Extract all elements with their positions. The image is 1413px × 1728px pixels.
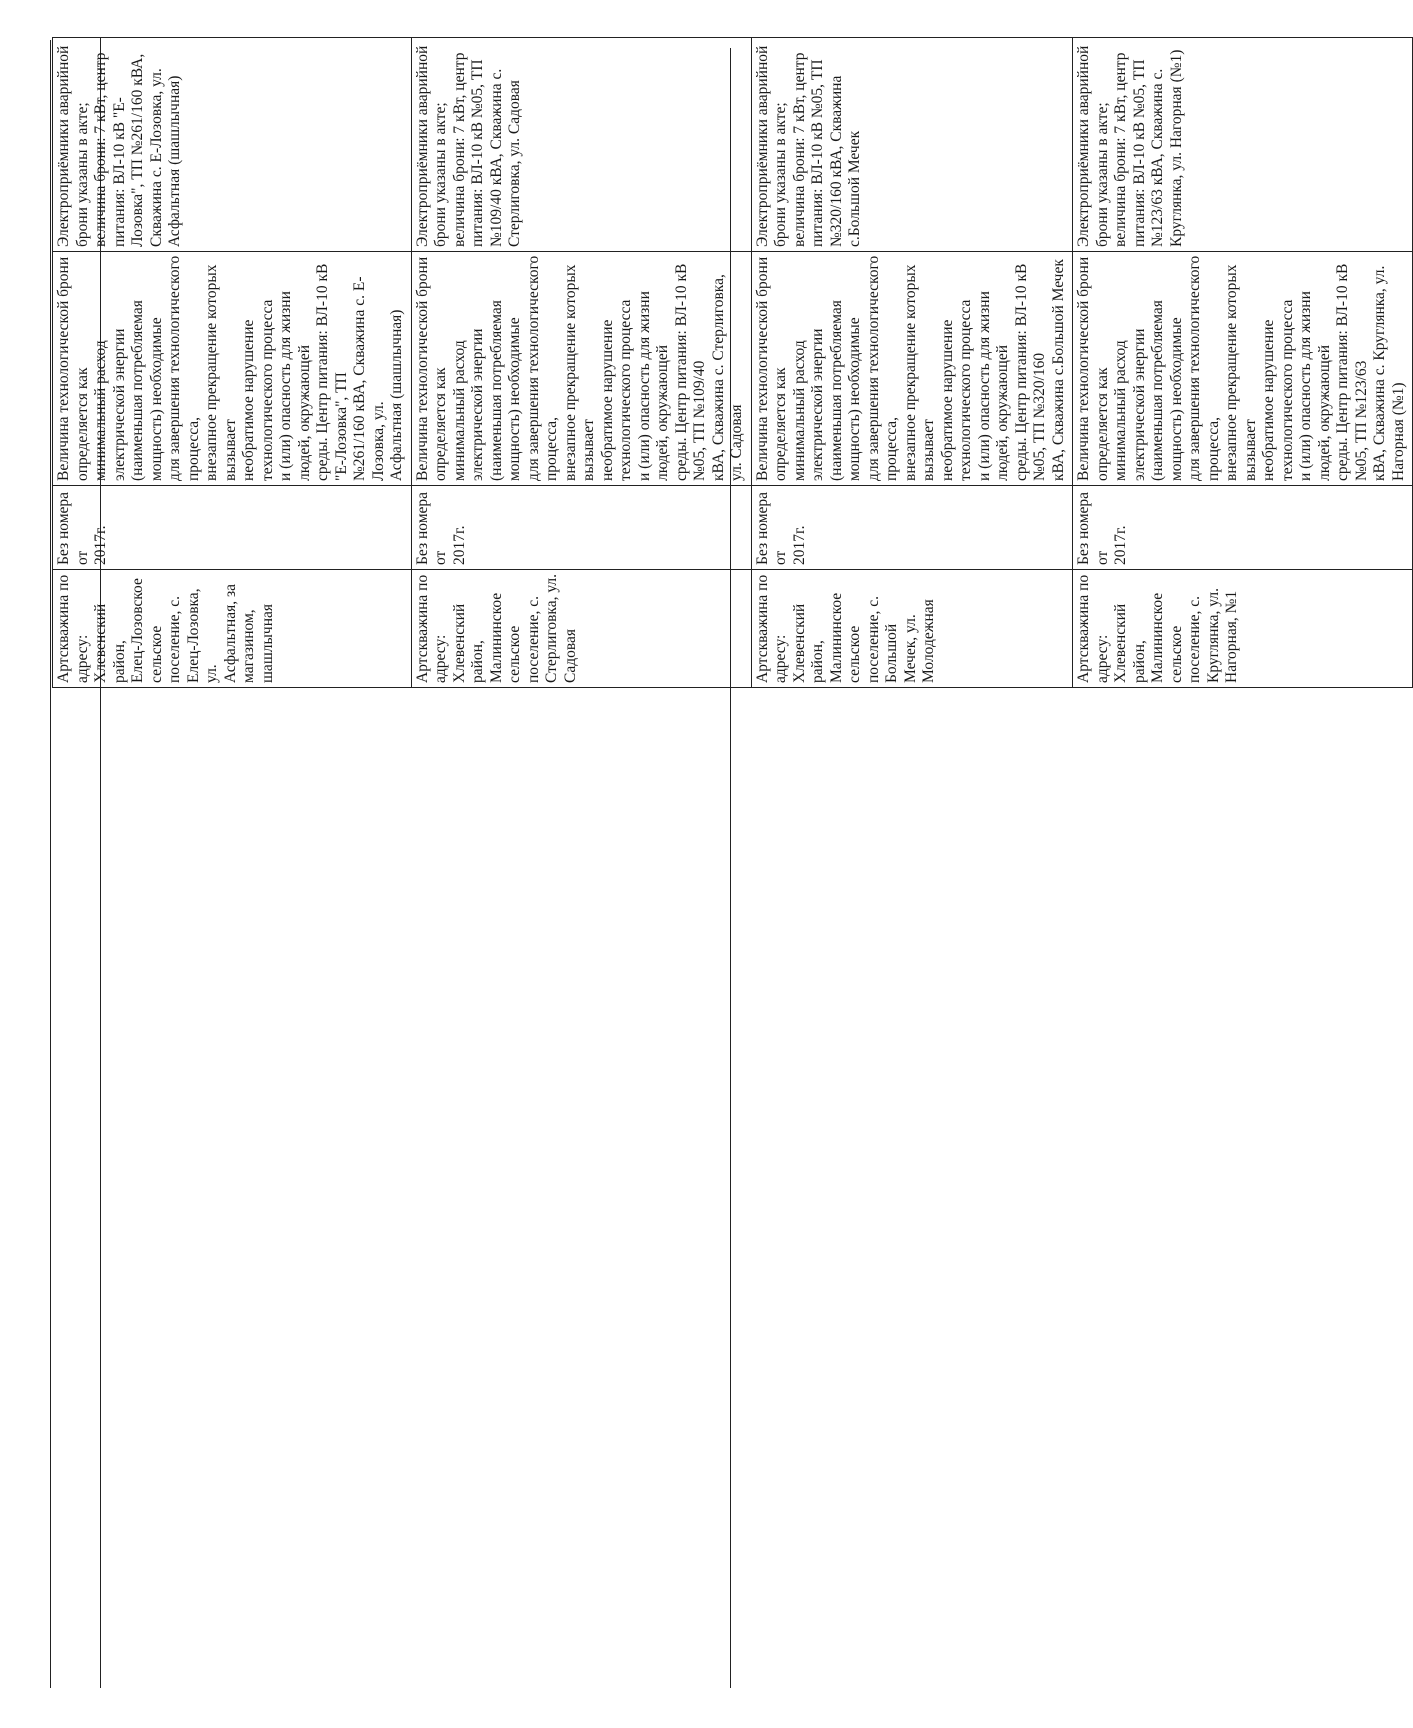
address-cell: Артскважина по адресу: Хлевенский район, Малининское сельское поселение, с. Стерлиговка, ул. Садовая bbox=[411, 570, 751, 688]
signature-rule bbox=[50, 40, 51, 1688]
rotated-page bbox=[50, 38, 1407, 1728]
table-row bbox=[411, 38, 751, 688]
table-row bbox=[53, 38, 412, 688]
tech-reserve-cell: Величина технологической брони определяется как минимальный расход электрической энергии (наименьшая потребляемая мощность) необходимые для завершения технологического процесса, внезапное прекращение которых вызывает необратимое нарушение технологического процесса и (или) опасность для жизни людей, окружающей среды. Центр питания: ВЛ-10 кВ №05, ТП №109/40 кВА, Скважина с. Стерлиговка, ул. Садовая bbox=[411, 252, 751, 486]
emergency-reserve-cell: Электроприёмники аварийной брони указаны в акте; величина брони: 7 кВт, центр питания: ВЛ-10 кВ №05, ТП №123/63 кВА, Скважина с. Круглянка, ул. Нагорная (№1) bbox=[1073, 38, 1413, 252]
emergency-reserve-cell: Электроприёмники аварийной брони указаны в акте; величина брони: 7 кВт, центр питания: ВЛ-10 кВ №05, ТП №109/40 кВА, Скважина с. Стерлиговка, ул. Садовая bbox=[411, 38, 751, 252]
act-cell: Без номера от 2017г. bbox=[1073, 486, 1413, 570]
table-row bbox=[1073, 38, 1413, 688]
emergency-reserve-cell: Электроприёмники аварийной брони указаны в акте; величина брони: 7 кВт, центр питания: ВЛ-10 кВ "Е- Лозовка", ТП №261/160 кВА, Скважина с. Е-Лозовка, ул. Асфальтная (шашлычная) bbox=[53, 38, 412, 252]
table-row bbox=[751, 38, 1073, 688]
emergency-reserve-cell: Электроприёмники аварийной брони указаны в акте; величина брони: 7 кВт, центр питания: ВЛ-10 кВ №05, ТП №320/160 кВА, Скважина с.Большой Мечек bbox=[751, 38, 1073, 252]
tech-reserve-cell: Величина технологической брони определяется как минимальный расход электрической энергии (наименьшая потребляемая мощность) необходимые для завершения технологического процесса, внезапное прекращение которых вызывает необратимое нарушение технологического процесса и (или) опасность для жизни людей, окружающей среды. Центр питания: ВЛ-10 кВ №05, ТП №123/63 кВА, Скважина с. Круглянка, ул. Нагорная (№1) bbox=[1073, 252, 1413, 486]
tech-reserve-cell: Величина технологической брони определяется как минимальный расход электрической энергии (наименьшая потребляемая мощность) необходимые для завершения технологического процесса, внезапное прекращение которых вызывает необратимое нарушение технологического процесса и (или) опасность для жизни людей, окружающей среды. Центр питания: ВЛ-10 кВ "Е-Лозовка", ТП №261/160 кВА, Скважина с. Е-Лозовка, ул. Асфальтная (шашлычная) bbox=[53, 252, 412, 486]
tech-reserve-cell: Величина технологической брони определяется как минимальный расход электрической энергии (наименьшая потребляемая мощность) необходимые для завершения технологического процесса, внезапное прекращение которых вызывает необратимое нарушение технологического процесса и (или) опасность для жизни людей, окружающей среды. Центр питания: ВЛ-10 кВ №05, ТП №320/160 кВА, Скважина с.Большой Мечек bbox=[751, 252, 1073, 486]
address-cell: Артскважина по адресу: Хлевенский район, Малининское сельское поселение, с. Большой Мечек, ул. Молодежная bbox=[751, 570, 1073, 688]
address-cell: Артскважина по адресу: Хлевенский район, Елец-Лозовское сельское поселение, с. Елец-Лозовка, ул. Асфальтная, за магазином, шашлычная bbox=[53, 570, 412, 688]
address-cell: Артскважина по адресу: Хлевенский район, Малининское сельское поселение, с. Круглянка, ул. Нагорная, №1 bbox=[1073, 570, 1413, 688]
act-cell: Без номера от 2017г. bbox=[751, 486, 1073, 570]
act-cell: Без номера от 2017г. bbox=[53, 486, 412, 570]
reserve-table bbox=[52, 37, 1413, 688]
act-cell: Без номера от 2017г. bbox=[411, 486, 751, 570]
